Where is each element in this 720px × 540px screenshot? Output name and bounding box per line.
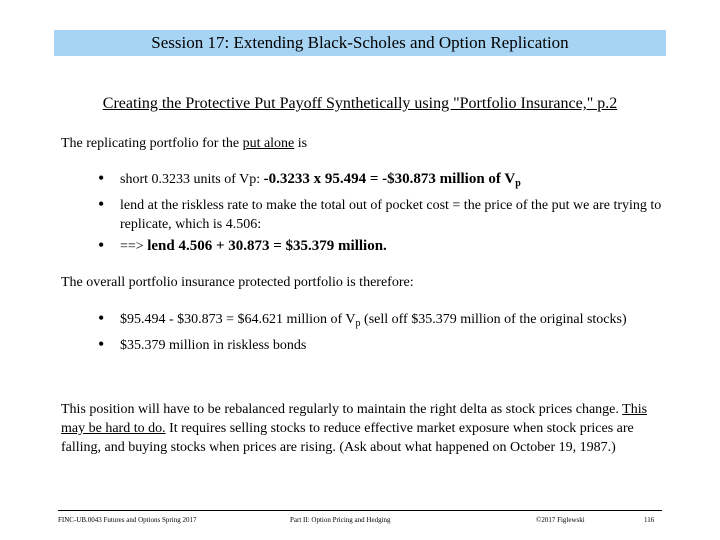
portfolio-bullets bbox=[98, 310, 663, 358]
closing-paragraph: This position will have to be rebalanced regularly to maintain the right delta as stock prices change. This may be hard to do. It requires selling stocks to reduce effective market exposure when stock prices are falling, and buying stocks when prices are rising. (Ask about what happened on October 19, 1987.) bbox=[61, 402, 648, 455]
slide-footer bbox=[58, 510, 662, 529]
slide-subtitle: Creating the Protective Put Payoff Synthetically using "Portfolio Insurance," p.2 bbox=[102, 95, 618, 112]
slide-title: Session 17: Extending Black-Scholes and Option Replication bbox=[151, 33, 569, 52]
bullet-riskless-bonds: • $35.379 million in riskless bonds bbox=[98, 336, 663, 355]
put-alone-emphasis: put alone bbox=[242, 136, 295, 151]
overall-paragraph: The overall portfolio insurance protected portfolio is therefore: bbox=[61, 275, 414, 290]
footer-copyright: ©2017 Figlewski bbox=[536, 516, 585, 524]
bullet-stock-holding: • $95.494 - $30.873 = $64.621 million of $V_p$ (sell off $35.379 million of the original stocks) bbox=[98, 310, 663, 333]
footer-page-number: 116 bbox=[644, 516, 655, 524]
footer-course: FINC-UB.0043 Futures and Options Spring 2017 bbox=[58, 516, 197, 524]
hard-to-do-emphasis: This may be hard to do. bbox=[61, 402, 648, 436]
replication-bullets bbox=[98, 170, 663, 259]
intro-paragraph: The replicating portfolio for the put alone is bbox=[61, 136, 308, 151]
bullet-lend-riskless: • lend at the riskless rate to make the total out of pocket cost = the price of the put we are trying to replicate, which is 4.506: bbox=[98, 196, 663, 234]
slide-title-bar bbox=[54, 30, 666, 56]
footer-part: Part II: Option Pricing and Hedging bbox=[290, 516, 391, 524]
bullet-short-position: • short 0.3233 units of Vp: -0.3233 x 95.494 = -$30.873 million of $V_p$ bbox=[98, 170, 663, 193]
bullet-lend-total: • ==> lend 4.506 + 30.873 = $35.379 million. bbox=[98, 237, 663, 256]
